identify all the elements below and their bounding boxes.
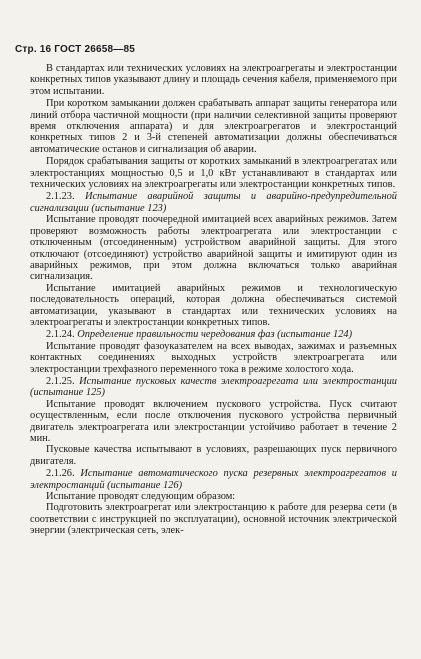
paragraph: Порядок срабатывания защиты от коротких замыканий в электроагрегатах или электростанциях мощностью 0,5 и 1,0 кВт устанавливают в стандартах или технических условиях на электроагрегаты или электростанции конкретных типов. xyxy=(30,156,397,191)
paragraph: При коротком замыкании должен срабатывать аппарат защиты генератора или линий отбора частичной мощности (при наличии селективной защиты проверяют время отключения аппарата) и для электроагрегатов и электростанций конкретных типов 2 и 3-й степеней автоматизации должны обеспечиваться автоматические останов и сигнализация об аварии. xyxy=(30,98,397,155)
section-number: 2.1.24. xyxy=(46,329,75,341)
paragraph: Пусковые качества испытывают в условиях, разрешающих пуск первичного двигателя. xyxy=(30,444,397,467)
page-header: Стр. 16 ГОСТ 26658—85 xyxy=(15,44,135,55)
section-number: 2.1.26. xyxy=(46,468,75,480)
paragraph: Испытание имитацией аварийных режимов и технологическую последовательность операций, которая должна обеспечиваться системой автоматизации, указывают в стандартах или технических условиях на электроагрегаты и электростанции конкретных типов. xyxy=(30,282,397,328)
paragraph: Подготовить электроагрегат или электростанцию к работе для резерва сети (в соответствии с инструкцией по эксплуатации), основной источник электрической энергии (электрическая сеть, элек- xyxy=(30,502,397,537)
paragraph: Испытание проводят поочередной имитацией всех аварийных режимов. Затем проверяют возможность работы электроагрегата или электростанции с отключенным (отсоединенным) устройством аварийной защиты. Для этого отключают (отсоединяют) устройство аварийной защиты и имитируют один из аварийных режимов, при этом должна включаться только аварийная сигнализация. xyxy=(30,214,397,283)
section-heading xyxy=(30,376,397,399)
section-heading xyxy=(30,329,397,340)
section-heading xyxy=(30,468,397,491)
document-body xyxy=(30,63,397,537)
paragraph: Испытание проводят фазоуказателем на всех выводах, зажимах и разъемных контактных соединениях выходных устройств электроагрегата или электростанции трехфазного переменного тока в режиме холостого хода. xyxy=(30,340,397,375)
section-title: Испытание аварийной защиты и аварийно-предупредительной сигнализации (испытание 123) xyxy=(30,191,397,214)
paragraph: В стандартах или технических условиях на электроагрегаты и электростанции конкретных типов указывают длину и площадь сечения кабеля, применяемого при этом испытании. xyxy=(30,63,397,97)
section-title: Определение правильности чередования фаз (испытание 124) xyxy=(77,329,353,341)
section-heading xyxy=(30,191,397,214)
section-number: 2.1.25. xyxy=(46,375,75,387)
section-title: Испытание пусковых качеств электроагрегата или электростанции (испытание 125) xyxy=(30,375,397,399)
paragraph: Испытание проводят включением пускового устройства. Пуск считают осуществленным, если после отключения пускового устройства первичный двигатель электроагрегата или электростанции устойчиво работает в течение 2 мин. xyxy=(30,398,397,444)
section-title: Испытание автоматического пуска резервных электроагрегатов и электростанций (испытание 126) xyxy=(30,468,397,491)
paragraph: Испытание проводят следующим образом: xyxy=(46,491,236,503)
section-number: 2.1.23. xyxy=(46,191,75,203)
